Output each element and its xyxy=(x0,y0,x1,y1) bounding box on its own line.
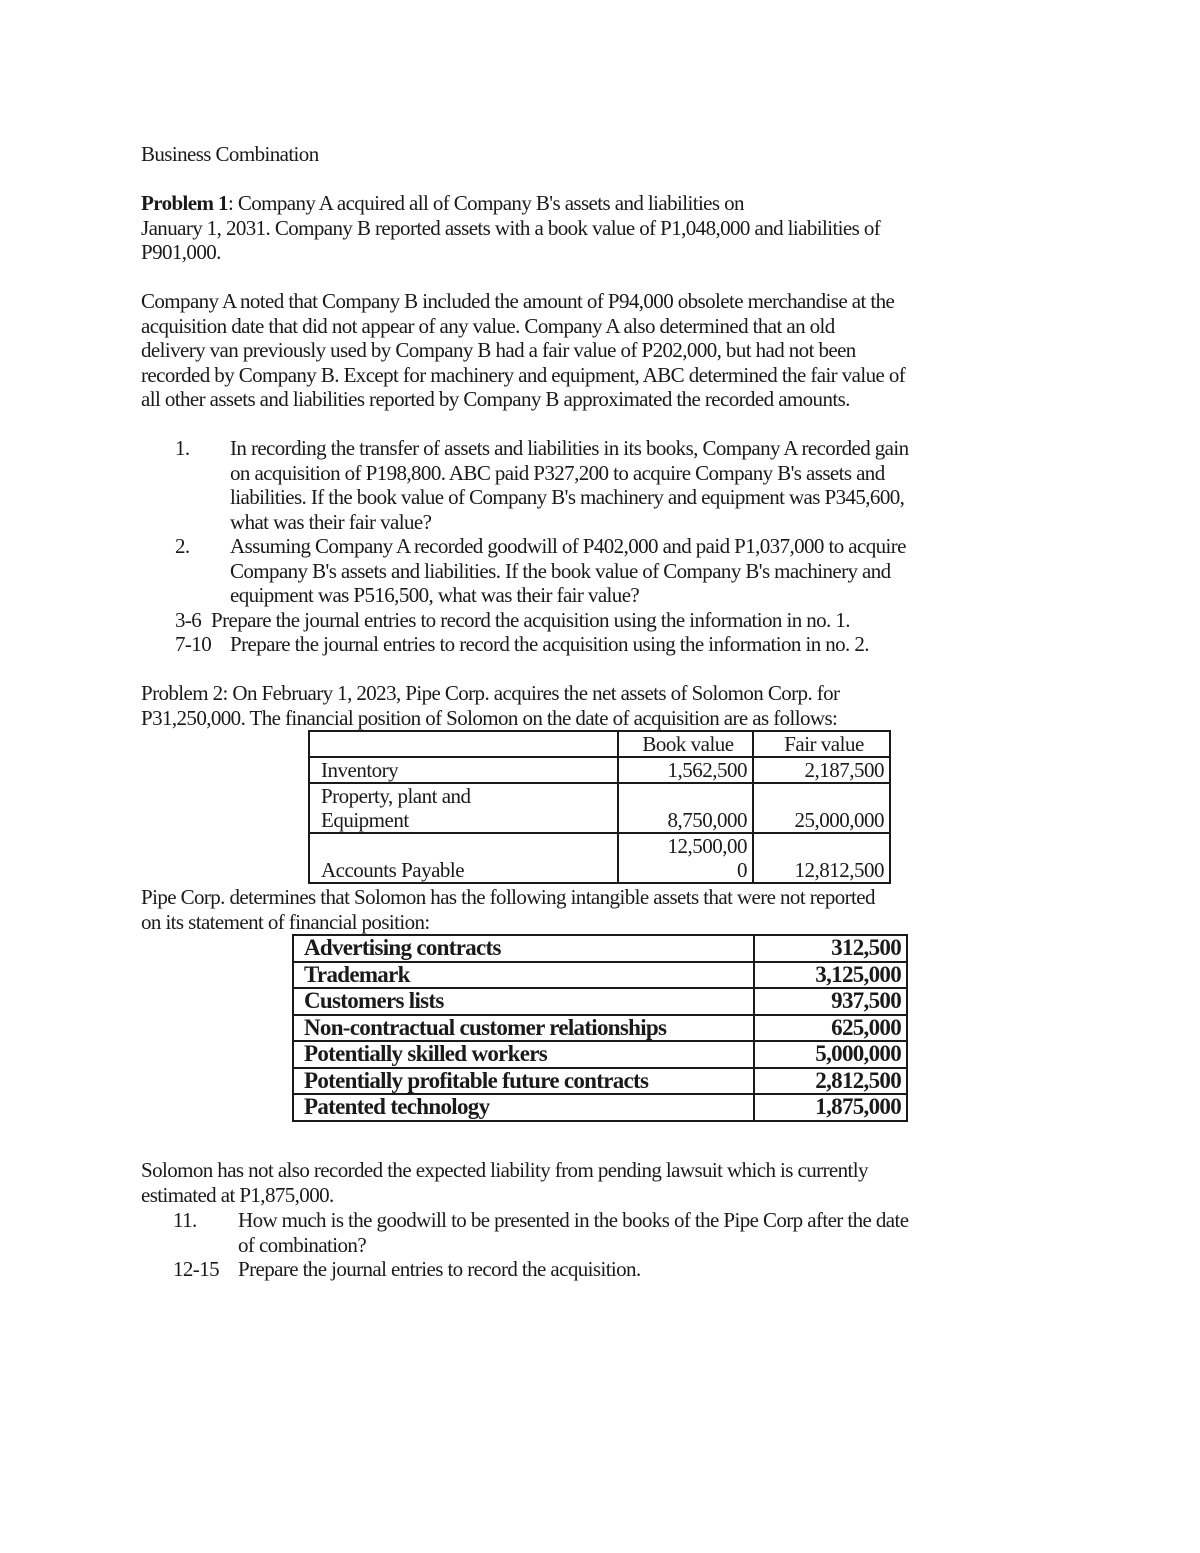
table-cell-value: 625,000 xyxy=(754,1015,907,1042)
text-line: Solomon has not also recorded the expected liability from pending lawsuit which is currently xyxy=(141,1158,868,1182)
problem-1-intro xyxy=(141,191,880,265)
table-row xyxy=(309,833,890,883)
text-line: P31,250,000. The financial position of Solomon on the date of acquisition are as follows: xyxy=(141,705,838,730)
question-number: 3-6 xyxy=(175,607,202,632)
text-line: Property, plant and xyxy=(321,784,471,808)
table-cell-item: Inventory xyxy=(309,757,618,783)
document-title: Business Combination xyxy=(141,142,319,166)
intangibles-intro xyxy=(141,885,875,934)
text-line: on acquisition of P198,800. ABC paid P327,200 to acquire Company B's assets and xyxy=(230,460,885,485)
question-item xyxy=(141,534,909,608)
question-number: 11. xyxy=(173,1208,197,1232)
question-number: 7-10 xyxy=(175,632,212,656)
table-cell-book: 1,562,500 xyxy=(618,757,753,783)
text-line: delivery van previously used by Company B had a fair value of P202,000, but had not been xyxy=(141,338,856,362)
problem-1-label: Problem 1 xyxy=(141,191,228,215)
table-cell-item: Non-contractual customer relationships xyxy=(293,1015,754,1042)
text-line: all other assets and liabilities reported by Company B approximated the recorded amounts. xyxy=(141,387,850,411)
table-cell-item: Potentially profitable future contracts xyxy=(293,1068,754,1095)
text-line: 12,500,00 xyxy=(667,834,747,858)
text-line: Prepare the journal entries to record the acquisition. xyxy=(238,1257,641,1281)
problem-2-intro xyxy=(141,681,839,730)
text-line: Equipment xyxy=(321,808,409,832)
table-row xyxy=(293,1041,907,1068)
text-line: In recording the transfer of assets and liabilities in its books, Company A recorded gain xyxy=(230,436,909,460)
table-cell-item: Accounts Payable xyxy=(309,833,618,883)
question-item xyxy=(141,608,909,633)
table-cell-fair: 12,812,500 xyxy=(753,833,890,883)
question-number: 2. xyxy=(175,534,190,558)
text-line: Prepare the journal entries to record the acquisition using the information in no. 1. xyxy=(211,607,850,632)
text-line: P901,000. xyxy=(141,240,221,264)
text-line: what was their fair value? xyxy=(230,509,432,534)
table-cell-book: 8,750,000 xyxy=(618,783,753,833)
table-cell-item xyxy=(309,783,618,833)
question-item xyxy=(141,436,909,534)
text-line: : Company A acquired all of Company B's assets and liabilities on xyxy=(227,191,744,215)
table-cell-value: 312,500 xyxy=(754,935,907,962)
financial-position-table xyxy=(308,730,891,884)
table-cell-value: 937,500 xyxy=(754,988,907,1015)
text-line: estimated at P1,875,000. xyxy=(141,1182,334,1207)
text-line: on its statement of financial position: xyxy=(141,909,430,934)
table-header-cell: Book value xyxy=(618,731,753,757)
table-row xyxy=(293,988,907,1015)
table-row xyxy=(293,1068,907,1095)
table-cell-item: Patented technology xyxy=(293,1094,754,1121)
text-line: equipment was P516,500, what was their fair value? xyxy=(230,583,640,607)
table-cell-value: 1,875,000 xyxy=(754,1094,907,1121)
table-header-cell xyxy=(309,731,618,757)
problem-2-questions xyxy=(141,1208,908,1282)
table-cell-fair: 25,000,000 xyxy=(753,783,890,833)
table-cell-item: Advertising contracts xyxy=(293,935,754,962)
text-line: recorded by Company B. Except for machinery and equipment, ABC determined the fair value of xyxy=(141,362,906,387)
table-cell-book xyxy=(618,833,753,883)
table-row xyxy=(309,757,890,783)
table-header-row xyxy=(309,731,890,757)
question-number: 1. xyxy=(175,436,190,460)
intangible-assets-table xyxy=(292,934,908,1122)
problem-1-questions xyxy=(141,436,909,657)
table-cell-value: 2,812,500 xyxy=(754,1068,907,1095)
text-line: Pipe Corp. determines that Solomon has the following intangible assets that were not reported xyxy=(141,885,875,909)
question-number: 12-15 xyxy=(173,1257,219,1281)
question-item xyxy=(141,632,909,657)
text-line: 0 xyxy=(737,858,747,882)
lawsuit-paragraph xyxy=(141,1158,868,1207)
table-cell-item: Customers lists xyxy=(293,988,754,1015)
text-line: liabilities. If the book value of Company B's machinery and equipment was P345,600, xyxy=(230,485,905,509)
table-cell-fair: 2,187,500 xyxy=(753,757,890,783)
text-line: Prepare the journal entries to record the acquisition using the information in no. 2. xyxy=(230,632,869,656)
table-header-cell: Fair value xyxy=(753,731,890,757)
table-row xyxy=(293,1015,907,1042)
table-row xyxy=(293,962,907,989)
table-cell-value: 3,125,000 xyxy=(754,962,907,989)
table-row xyxy=(293,935,907,962)
text-line: Assuming Company A recorded goodwill of P402,000 and paid P1,037,000 to acquire xyxy=(230,534,906,558)
table-cell-item: Trademark xyxy=(293,962,754,989)
question-item xyxy=(141,1208,908,1257)
problem-1-paragraph xyxy=(141,289,905,412)
table-row xyxy=(309,783,890,833)
table-cell-item: Potentially skilled workers xyxy=(293,1041,754,1068)
text-line: Company B's assets and liabilities. If the book value of Company B's machinery and xyxy=(230,558,891,583)
text-line: acquisition date that did not appear of any value. Company A also determined that an old xyxy=(141,313,835,338)
text-line: How much is the goodwill to be presented in the books of the Pipe Corp after the date xyxy=(238,1208,909,1232)
text-line: January 1, 2031. Company B reported assets with a book value of P1,048,000 and liabilities of xyxy=(141,215,881,240)
question-item xyxy=(141,1257,908,1282)
text-line: Problem 2: On February 1, 2023, Pipe Corp. acquires the net assets of Solomon Corp. for xyxy=(141,681,840,705)
text-line: of combination? xyxy=(238,1232,367,1257)
text-line: Company A noted that Company B included the amount of P94,000 obsolete merchandise at the xyxy=(141,289,895,313)
table-row xyxy=(293,1094,907,1121)
table-cell-value: 5,000,000 xyxy=(754,1041,907,1068)
